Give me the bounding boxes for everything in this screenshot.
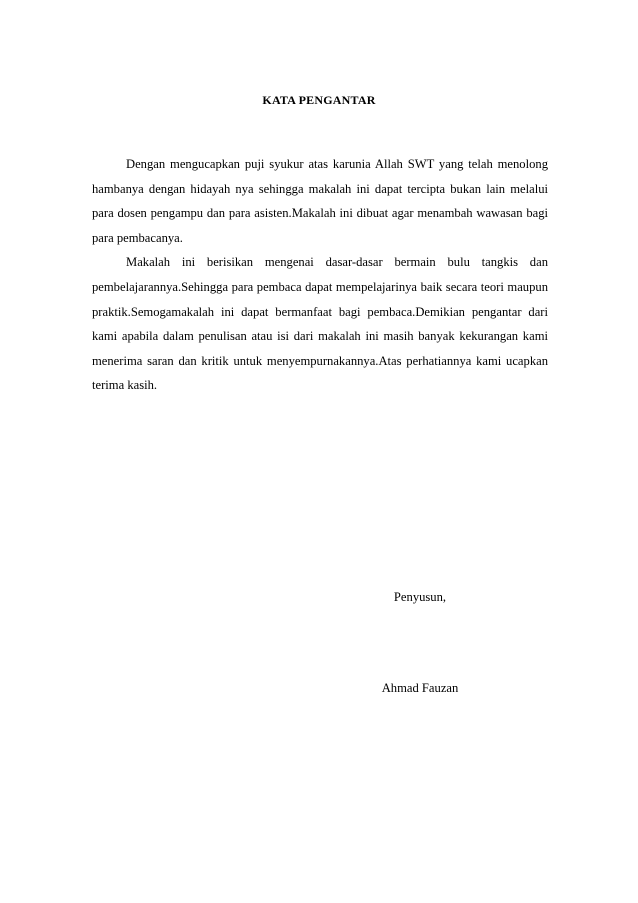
paragraph-1: Dengan mengucapkan puji syukur atas karunia Allah SWT yang telah menolong hambanya dengan hidayah nya sehingga makalah ini dapat tercipta bukan lain melalui para dosen pengampu dan para asisten.Makalah ini dibuat agar menambah wawasan bagi para pembacanya. [92,157,548,245]
signature-label: Penyusun, [393,590,447,604]
page-title: KATA PENGANTAR [262,93,376,107]
paragraph-2: Makalah ini berisikan mengenai dasar-dasar bermain bulu tangkis dan pembelajarannya.Sehingga para pembaca dapat mempelajarinya baik secara teori maupun praktik.Semogamakalah ini dapat bermanfaat bagi pembaca.Demikian pengantar dari kami apabila dalam penulisan atau isi dari makalah ini masih banyak kekurangan kami menerima saran dan kritik untuk menyempurnakannya.Atas perhatiannya kami ucapkan terima kasih. [92,255,548,393]
body-text [92,152,548,398]
signature-name: Ahmad Fauzan [381,681,459,695]
